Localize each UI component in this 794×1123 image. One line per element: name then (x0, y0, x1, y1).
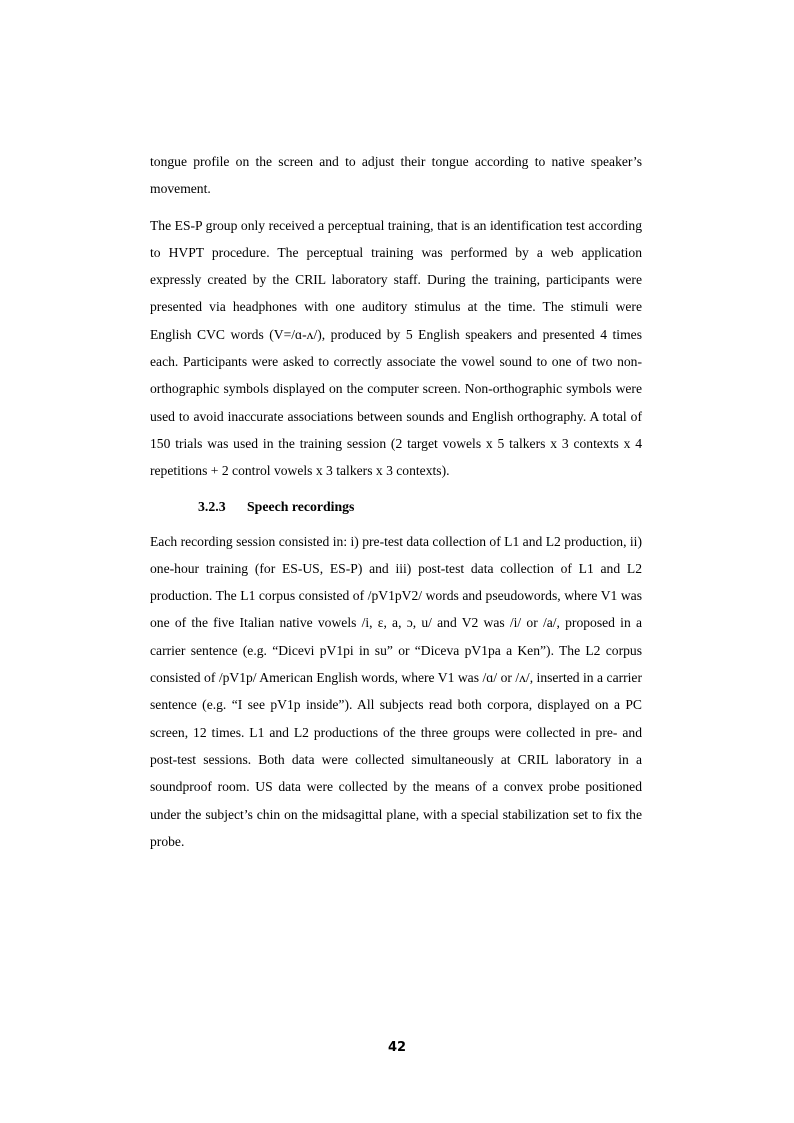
section-number: 3.2.3 (198, 498, 226, 514)
page-body (150, 148, 642, 855)
paragraph-intro-continuation: tongue profile on the screen and to adjust their tongue according to native speaker’s movement. (150, 154, 642, 197)
page-number: 42 (387, 1040, 407, 1055)
paragraph-speech-recordings: Each recording session consisted in: i) pre-test data collection of L1 and L2 production, ii) one-hour training (for ES-US, ES-P) and iii) post-test data collection of L1 and L2 production. The L1 corpus consisted of /pV1pV2/ words and pseudowords, where V1 was one of the five Italian native vowels /i, ɛ, a, ɔ, u/ and V2 was /i/ or /a/, proposed in a carrier sentence (e.g. “Dicevi pV1pi in su” or “Diceva pV1pa a Ken”). The L2 corpus consisted of /pV1p/ American English words, where V1 was /ɑ/ or /ʌ/, inserted in a carrier sentence (e.g. “I see pV1p inside”). All subjects read both corpora, displayed on a PC screen, 12 times. L1 and L2 productions of the three groups were collected in pre- and post-test sessions. Both data were collected simultaneously at CRIL laboratory in a soundproof room. US data were collected by the means of a convex probe positioned under the subject’s chin on the midsagittal plane, with a special stabilization set to fix the probe. (150, 533, 642, 849)
paragraph-es-p-training: The ES-P group only received a perceptual training, that is an identification test according to HVPT procedure. The perceptual training was performed by a web application expressly created by the CRIL laboratory staff. During the training, participants were presented via headphones with one auditory stimulus at the time. The stimuli were English CVC words (V=/ɑ-ʌ/), produced by 5 English speakers and presented 4 times each. Participants were asked to correctly associate the vowel sound to one of two non-orthographic symbols displayed on the computer screen. Non-orthographic symbols were used to avoid inaccurate associations between sounds and English orthography. A total of 150 trials was used in the training session (2 target vowels x 5 talkers x 3 contexts x 4 repetitions + 2 control vowels x 3 talkers x 3 contexts). (150, 217, 642, 479)
section-title: Speech recordings (247, 498, 355, 514)
section-heading (198, 493, 642, 520)
